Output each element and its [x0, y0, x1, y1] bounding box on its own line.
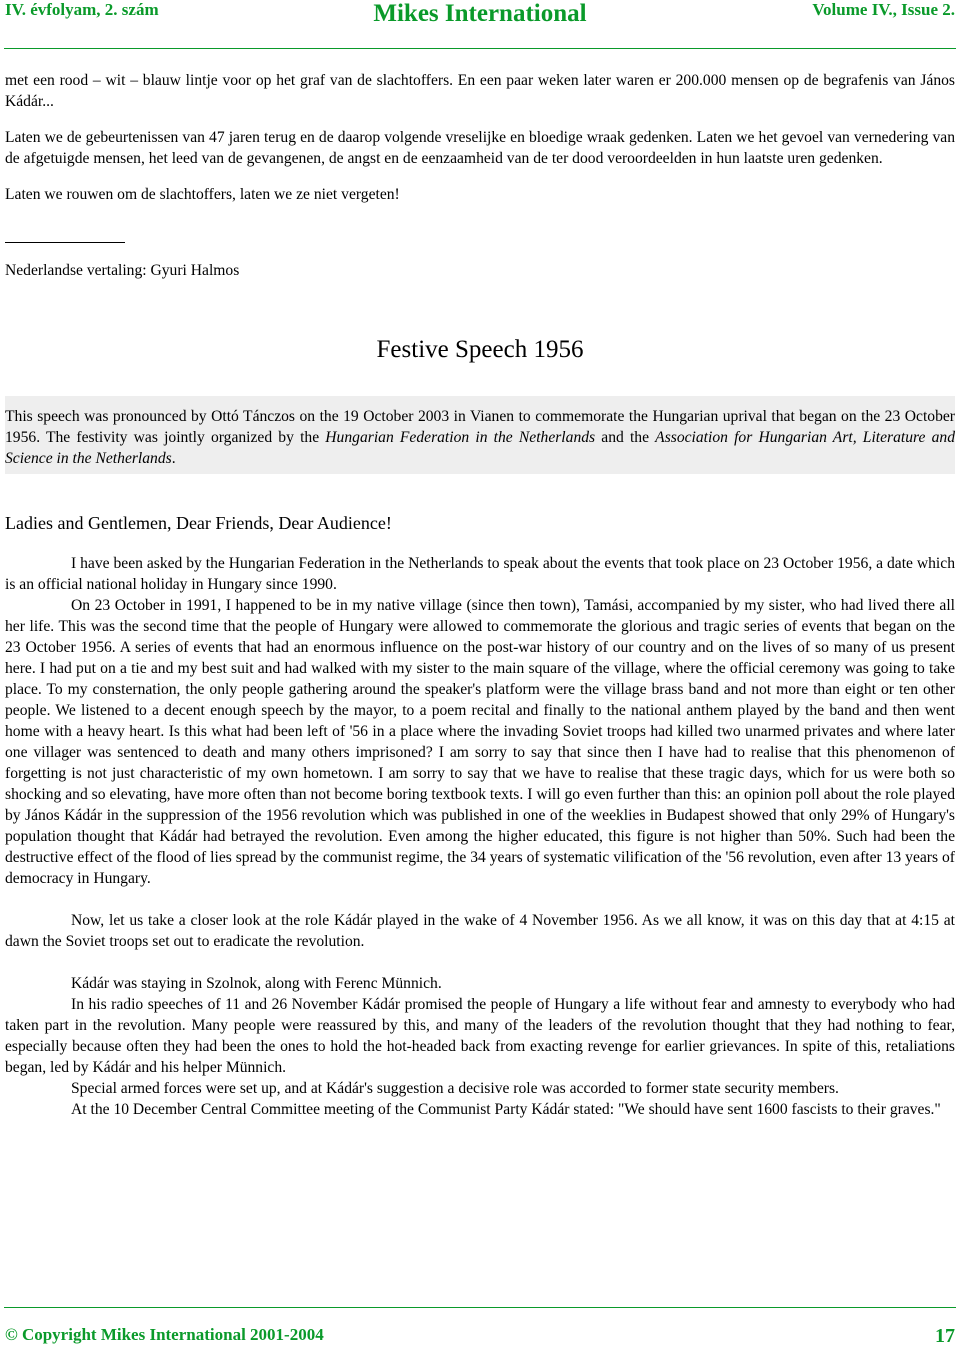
intro-org-2: Association for Hungarian Art, Literature and Science in the Netherlands	[5, 429, 956, 467]
speech-paragraph-3: Now, let us take a closer look at the role Kádár played in the wake of 4 November 1956. As we all know, it was on this day that at 4:15 at dawn the Soviet troops set out to eradicate the revolution.	[5, 912, 955, 950]
speech-paragraph-2: On 23 October in 1991, I happened to be in my native village (since then town), Tamási, accompanied by my sister, who had lived there all her life. This was the second time that the people of Hungary were allowed to commemorate the glorious and tragic series of events that began on the 23 October 1956. A series of events that had an enormous influence on the post-war history of our country and on the lives of so many of us present here. I had put on a tie and my best suit and had walked with my sister to the main square of the village, where the official ceremony was going to take place. To my consternation, the only people gathering around the speaker's platform were the village brass band and not more than eight or ten other people. We listened to a decent enough speech by the mayor, to a poem recital and finally to the national anthem played by the band and then went home with a heavy heart. Is this what had been left of '56 in a place where the invading Soviet troops had killed two unarmed privates and where later one villager was sentenced to death and many others imprisoned? I am sorry to say that since then I have had to realise that this phenomenon of forgetting is not just characteristic of my own hometown. I am sorry to say that we have to realise that these tragic days, which for us were both so shocking and so elevating, have more often than not become boring textbook texts. I will go even further than this: an opinion poll about the role played by János Kádár in the suppression of the 1956 revolution which was published in one of the weeklies in Budapest showed that only 29% of Hungary's population thought that Kádár had betrayed the revolution. Even among the higher educated, this figure is not higher than 50%. Such had been the destructive effect of the flood of lies spread by the communist regime, the 34 years of systematic vilification of the '56 revolution, even after 13 years of democracy in Hungary.	[5, 597, 955, 887]
speech-paragraph-5: In his radio speeches of 11 and 26 November Kádár promised the people of Hungary a life without fear and amnesty to everybody who had taken part in the revolution. Many people were reassured by this, and many of the leaders of the revolution thought that they had nothing to fear, especially because often they had been the ones to hold the hot-headed back from exacting revenge for earlier grievances. In spite of this, retaliations began, led by Kádár and his helper Münnich.	[5, 996, 955, 1076]
article-title: Festive Speech 1956	[376, 336, 584, 363]
intro-org-1: Hungarian Federation in the Netherlands	[325, 429, 596, 446]
intro-text-part-3: .	[171, 450, 176, 467]
dutch-paragraph-2: Laten we de gebeurtenissen van 47 jaren terug en de daarop volgende vreselijke en bloedige wraak gedenken. Laten we het gevoel van vernedering van de afgetuigde mensen, het leed van de gevangenen, de angst en de eenzaamheid van de ter dood veroordeelden in hun laatste uren gedenken.	[5, 129, 955, 167]
dutch-paragraph-1: met een rood – wit – blauw lintje voor op het graf van de slachtoffers. En een paar weken later waren er 200.000 mensen op de begrafenis van János Kádár...	[5, 72, 955, 110]
intro-text	[5, 406, 955, 469]
speech-paragraph-4: Kádár was staying in Szolnok, along with Ferenc Münnich.	[71, 975, 442, 992]
header-volume-english: Volume IV., Issue 2.	[812, 0, 955, 19]
footnote-separator	[5, 242, 125, 243]
paragraph-gap	[5, 889, 955, 910]
page-number: 17	[935, 1325, 955, 1347]
footer-copyright: © Copyright Mikes International 2001-2004	[5, 1325, 324, 1344]
speech-greeting: Ladies and Gentlemen, Dear Friends, Dear Audience!	[5, 513, 392, 533]
header-journal-title: Mikes International	[373, 0, 587, 27]
dutch-paragraph-3: Laten we rouwen om de slachtoffers, laten we ze niet vergeten!	[5, 186, 400, 203]
speech-paragraph-7: At the 10 December Central Committee meeting of the Communist Party Kádár stated: "We should have sent 1600 fascists to their graves."	[71, 1101, 941, 1118]
translator-credit: Nederlandse vertaling: Gyuri Halmos	[5, 262, 240, 279]
running-header	[0, 0, 960, 30]
speech-paragraph-6: Special armed forces were set up, and at Kádár's suggestion a decisive role was accorded to former state security members.	[71, 1080, 839, 1097]
intro-box	[5, 396, 955, 474]
page-body	[5, 70, 955, 1120]
speech-paragraph-1: I have been asked by the Hungarian Federation in the Netherlands to speak about the events that took place on 23 October 1956, a date which is an official national holiday in Hungary since 1990.	[5, 555, 955, 593]
footer-rule	[4, 1307, 956, 1308]
header-volume-hungarian: IV. évfolyam, 2. szám	[5, 0, 159, 19]
header-rule	[4, 48, 956, 49]
paragraph-gap	[5, 952, 955, 973]
intro-text-part-1: This speech was pronounced by Ottó Tánczos on the 19 October 2003 in Vianen to commemorate the Hungarian uprival that began on the 23 October 1956. The festivity was jointly organized by the	[5, 408, 955, 446]
intro-text-part-2: and the	[595, 429, 656, 446]
